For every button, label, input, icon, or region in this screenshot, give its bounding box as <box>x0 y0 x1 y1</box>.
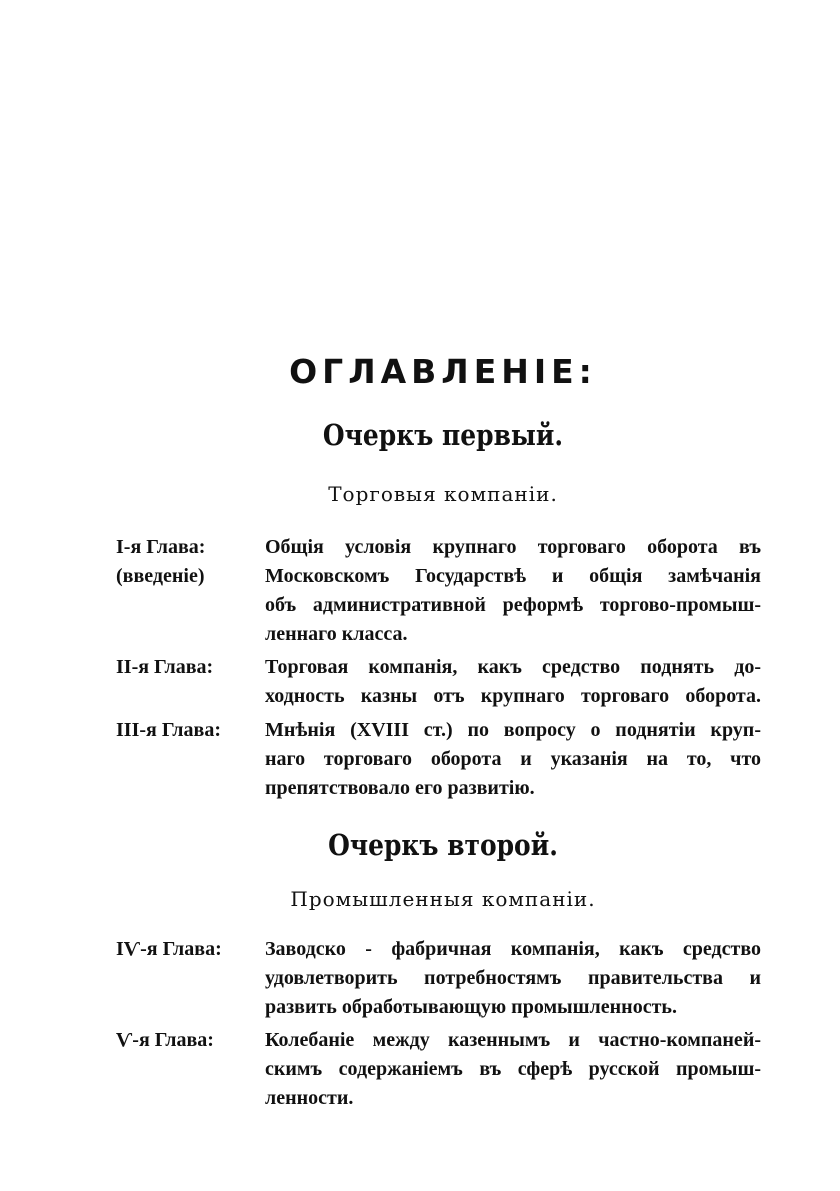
chapter-description <box>265 533 761 649</box>
chapter-line: Мнѣнія (XVIII ст.) по вопросу о поднятіи круп- <box>265 719 761 741</box>
chapter-line: Общія условія крупнаго торговаго оборота въ <box>265 536 761 558</box>
chapter-line: ходность казны отъ крупнаго торговаго оборота. <box>265 685 761 707</box>
chapter-line: объ административной реформѣ торгово-промыш- <box>265 594 761 616</box>
chapter-line: Заводско - фабричная компанія, какъ средство <box>265 938 761 960</box>
chapter-line: Колебаніе между казеннымъ и частно-компаней- <box>265 1029 761 1051</box>
chapter-line: леннаго класса. <box>265 623 408 645</box>
chapter-label: Ѵ-я Глава: <box>116 1029 214 1051</box>
part-subheading: Торговыя компаніи. <box>328 482 558 506</box>
chapter-line: препятствовало его развитію. <box>265 777 535 799</box>
chapter-label: І-я Глава: (введеніе) <box>116 536 206 587</box>
part-subheading: Промышленныя компаніи. <box>290 887 596 911</box>
chapter-line: удовлетворить потребностямъ правительства и <box>265 967 761 989</box>
page-title: ОГЛАВЛЕНІЕ: <box>289 352 597 391</box>
chapter-description <box>265 935 761 1022</box>
chapter-label: ІѴ-я Глава: <box>116 938 222 960</box>
chapter-description <box>265 716 761 803</box>
chapter-label: ІІІ-я Глава: <box>116 719 221 741</box>
chapter-line: развить обработывающую промышленность. <box>265 996 677 1018</box>
chapter-line: наго торговаго оборота и указанія на то, что <box>265 748 761 770</box>
chapter-description <box>265 653 761 711</box>
chapter-line: ленности. <box>265 1087 354 1109</box>
chapter-line: Торговая компанія, какъ средство поднять до- <box>265 656 761 678</box>
chapter-description <box>265 1026 761 1113</box>
part-heading: Очеркъ второй. <box>328 828 558 862</box>
chapter-line: скимъ содержаніемъ въ сферѣ русской промыш- <box>265 1058 761 1080</box>
chapter-line: Московскомъ Государствѣ и общія замѣчанія <box>265 565 761 587</box>
chapter-label: ІІ-я Глава: <box>116 656 214 678</box>
part-heading: Очеркъ первый. <box>322 418 564 452</box>
